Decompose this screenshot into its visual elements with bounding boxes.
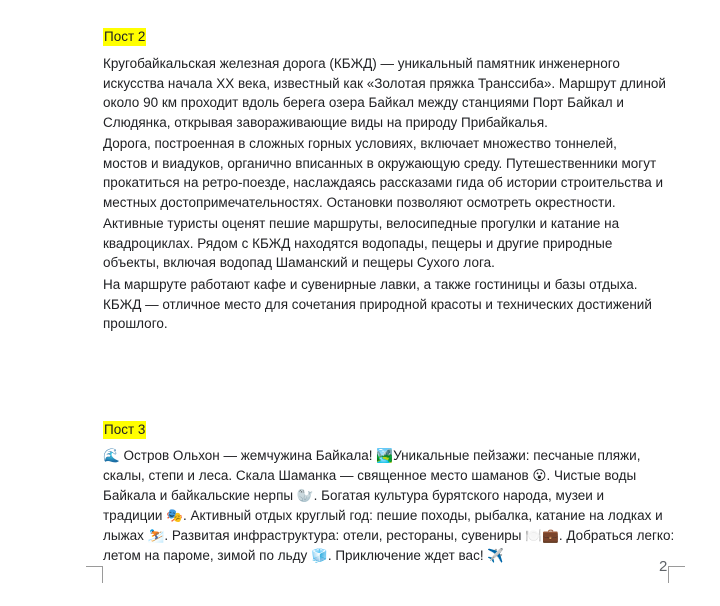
- text-line: Байкала и байкальские нерпы 🦭. Богатая культура бурятского народа, музеи и: [103, 488, 605, 503]
- text-line: прокатиться на ретро-поезде, наслаждаясь рассказами гида об истории строительства и: [103, 175, 663, 190]
- post-2-paragraph-1: [103, 54, 683, 132]
- text-line: искусства начала XX века, известный как «Золотая пряжка Транссиба». Маршрут длиной: [103, 75, 666, 91]
- post-2-paragraph-2: [103, 134, 683, 212]
- margin-corner-mark-left: [86, 566, 103, 583]
- text-line: 🌊 Остров Ольхон — жемчужина Байкала! 🏞️Уникальные пейзажи: песчаные пляжи,: [103, 448, 641, 463]
- text-line: прошлого.: [103, 316, 168, 331]
- post-3-paragraph: [103, 446, 683, 566]
- text-line: КБЖД — отличное место для сочетания природной красоты и технических достижений: [103, 296, 652, 312]
- margin-corner-mark-right: [668, 566, 685, 583]
- post-2-paragraph-4: [103, 275, 683, 334]
- text-line: Дорога, построенная в сложных горных условиях, включает множество тоннелей,: [103, 136, 617, 151]
- text-line: скалы, степи и леса. Скала Шаманка — священное место шаманов 😮. Чистые воды: [103, 468, 637, 483]
- text-line: мостов и виадуков, органично вписанных в окружающую среду. Путешественники могут: [103, 155, 657, 171]
- post-3-heading: Пост 3: [104, 422, 146, 437]
- text-line: На маршруте работают кафе и сувенирные лавки, а также гостиницы и базы отдыха.: [103, 277, 638, 292]
- text-line: Активные туристы оценят пешие маршруты, велосипедные прогулки и катание на: [103, 216, 620, 231]
- text-line: Кругобайкальская железная дорога (КБЖД) — уникальный памятник инженерного: [103, 56, 620, 71]
- post-2-heading: Пост 2: [104, 29, 146, 44]
- page-number: 2: [659, 558, 668, 575]
- text-line: лыжах ⛷️. Развитая инфраструктура: отели, рестораны, сувениры 🍽️💼. Добраться легко:: [103, 528, 675, 543]
- text-line: традиции 🎭. Активный отдых круглый год: пешие походы, рыбалка, катание на лодках и: [103, 508, 663, 523]
- text-line: объекты, включая водопад Шаманский и пещеры Сухого лога.: [103, 255, 495, 270]
- text-line: летом на пароме, зимой по льду 🧊. Приключение ждет вас! ✈️: [103, 548, 505, 563]
- text-line: квадроциклах. Рядом с КБЖД находятся водопады, пещеры и другие природные: [103, 235, 613, 251]
- text-line: местных достопримечательностях. Остановки позволяют осмотреть окрестности.: [103, 194, 616, 210]
- text-line: Слюдянка, открывая завораживающие виды на природу Прибайкалья.: [103, 114, 548, 130]
- post-2-paragraph-3: [103, 214, 683, 273]
- text-line: около 90 км проходит вдоль берега озера Байкал между станциями Порт Байкал и: [103, 95, 624, 110]
